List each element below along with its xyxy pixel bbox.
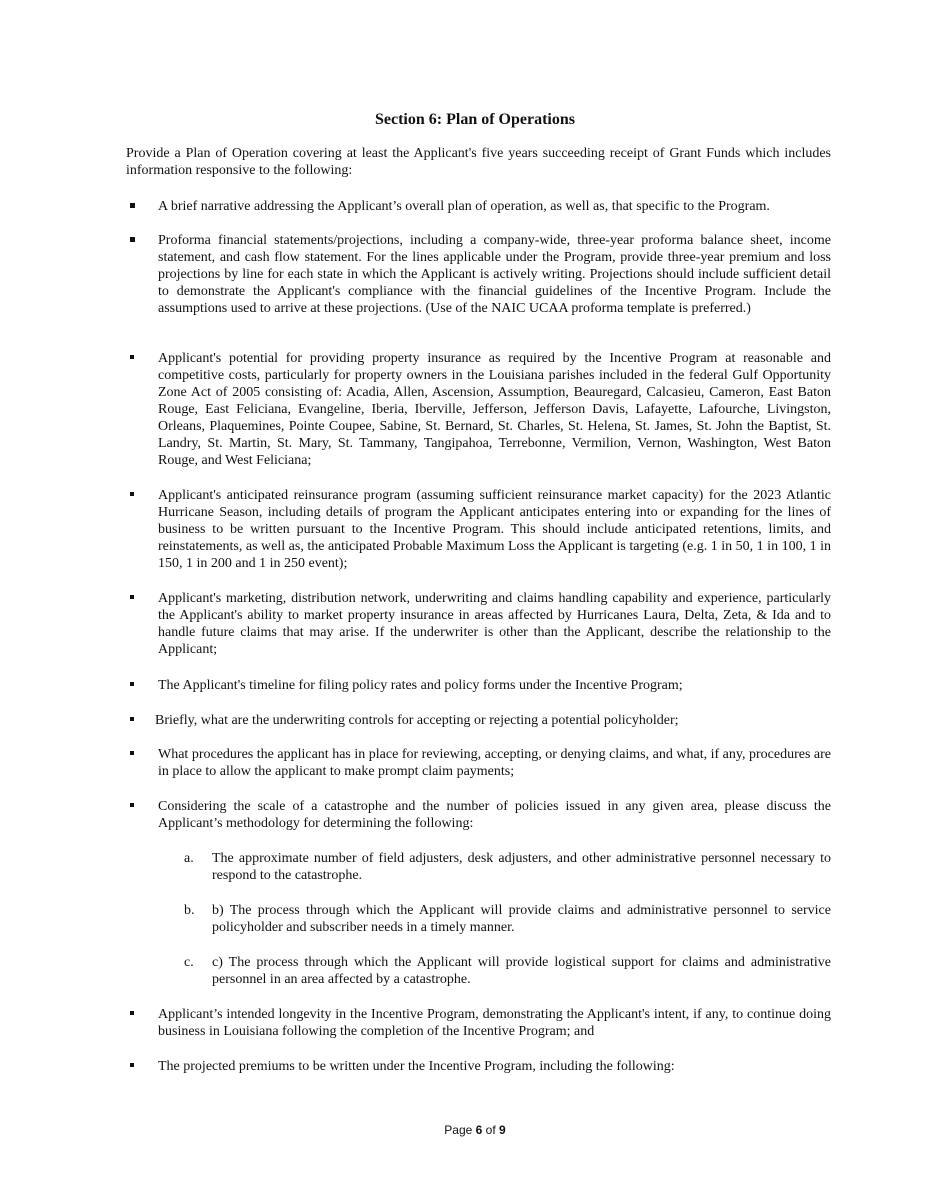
list-item-text: Applicant's anticipated reinsurance program (assuming sufficient reinsurance market capacity) for the 2023 Atlantic Hurricane Season, including details of program the Applicant anticipates entering into or expanding for the lines of business to be written pursuant to the Incentive Program. This should include anticipated retentions, limits, and reinstatements, as well as, the anticipated Probable Maximum Loss the Applicant is targeting (e.g. 1 in 50, 1 in 100, 1 in 150, 1 in 200 and 1 in 250 event);	[158, 488, 831, 571]
list-item	[126, 487, 831, 572]
footer-current-page: 6	[475, 1123, 483, 1137]
bullet-icon	[130, 803, 134, 807]
list-item	[126, 798, 831, 832]
list-item	[126, 350, 831, 469]
list-item	[126, 232, 831, 317]
bullet-icon	[130, 492, 134, 496]
list-item	[126, 1058, 831, 1075]
sub-item-label: b.	[184, 903, 195, 918]
bullet-icon	[130, 595, 134, 599]
sub-item	[184, 850, 831, 884]
list-item	[126, 1006, 831, 1040]
intro-paragraph: Provide a Plan of Operation covering at least the Applicant's five years succeeding receipt of Grant Funds which includes information responsive to the following:	[126, 146, 831, 178]
footer-total-pages: 9	[499, 1123, 506, 1137]
bullet-icon	[130, 682, 134, 686]
bullet-icon	[130, 237, 135, 242]
list-item-text: The projected premiums to be written under the Incentive Program, including the following:	[158, 1059, 675, 1074]
list-item-text: Considering the scale of a catastrophe and the number of policies issued in any given area, please discuss the Applicant’s methodology for determining the following:	[158, 799, 831, 831]
list-item-text: The Applicant's timeline for filing policy rates and policy forms under the Incentive Program;	[158, 678, 683, 693]
bullet-icon	[130, 355, 134, 359]
sub-item	[184, 954, 831, 988]
sub-item-text: c) The process through which the Applicant will provide logistical support for claims and administrative personnel in an area affected by a catastrophe.	[212, 955, 831, 987]
list-item	[126, 198, 831, 215]
list-item-text: Proforma financial statements/projections, including a company-wide, three-year proforma balance sheet, income statement, and cash flow statement. For the lines applicable under the Program, provide three-year premium and loss projections by line for each state in which the Applicant is actively writing. Projections should include sufficient detail to demonstrate the Applicant's compliance with the financial guidelines of the Incentive Program. Include the assumptions used to arrive at these projections. (Use of the NAIC UCAA proforma template is preferred.)	[158, 233, 831, 316]
list-item	[126, 677, 831, 694]
footer-of-label: of	[485, 1123, 496, 1137]
footer-page-label: Page	[444, 1123, 473, 1137]
bullet-icon	[130, 751, 134, 755]
bullet-icon	[130, 1011, 134, 1015]
list-item-text: Briefly, what are the underwriting controls for accepting or rejecting a potential policyholder;	[155, 713, 679, 728]
sub-item-text: b) The process through which the Applicant will provide claims and administrative personnel to service policyholder and subscriber needs in a timely manner.	[212, 903, 831, 935]
bullet-icon	[130, 717, 134, 721]
list-item	[126, 712, 831, 729]
bullet-icon	[130, 1063, 134, 1067]
sub-item-text: The approximate number of field adjusters, desk adjusters, and other administrative personnel necessary to respond to the catastrophe.	[212, 851, 831, 883]
list-item-text: Applicant's potential for providing property insurance as required by the Incentive Program at reasonable and competitive costs, particularly for property owners in the Louisiana parishes included in the federal Gulf Opportunity Zone Act of 2005 consisting of: Acadia, Allen, Ascension, Assumption, Beauregard, Calcasieu, Cameron, East Baton Rouge, East Feliciana, Evangeline, Iberia, Iberville, Jefferson, Jefferson Davis, Lafayette, Lafourche, Livingston, Orleans, Plaquemines, Pointe Coupee, Sabine, St. Bernard, St. Charles, St. Helena, St. James, St. John the Baptist, St. Landry, St. Martin, St. Mary, St. Tammany, Tangipahoa, Terrebonne, Vermilion, Vernon, Washington, West Baton Rouge, and West Feliciana;	[158, 351, 831, 468]
list-item-text: Applicant’s intended longevity in the Incentive Program, demonstrating the Applicant's intent, if any, to continue doing business in Louisiana following the completion of the Incentive Program; and	[158, 1007, 831, 1039]
list-item	[126, 746, 831, 780]
section-title: Section 6: Plan of Operations	[375, 111, 575, 128]
list-item-text: Applicant's marketing, distribution network, underwriting and claims handling capability and experience, particularly the Applicant's ability to market property insurance in areas affected by Hurricanes Laura, Delta, Zeta, & Ida and to handle future claims that may arise. If the underwriter is other than the Applicant, describe the relationship to the Applicant;	[158, 591, 831, 657]
bullet-icon	[130, 203, 135, 208]
list-item	[126, 590, 831, 658]
sub-item	[184, 902, 831, 936]
sub-item-label: a.	[184, 851, 194, 866]
sub-item-label: c.	[184, 955, 194, 970]
list-item-text: What procedures the applicant has in place for reviewing, accepting, or denying claims, and what, if any, procedures are in place to allow the applicant to make prompt claim payments;	[158, 747, 831, 779]
list-item-text: A brief narrative addressing the Applicant’s overall plan of operation, as well as, that specific to the Program.	[158, 199, 770, 214]
page-footer	[0, 1122, 950, 1138]
